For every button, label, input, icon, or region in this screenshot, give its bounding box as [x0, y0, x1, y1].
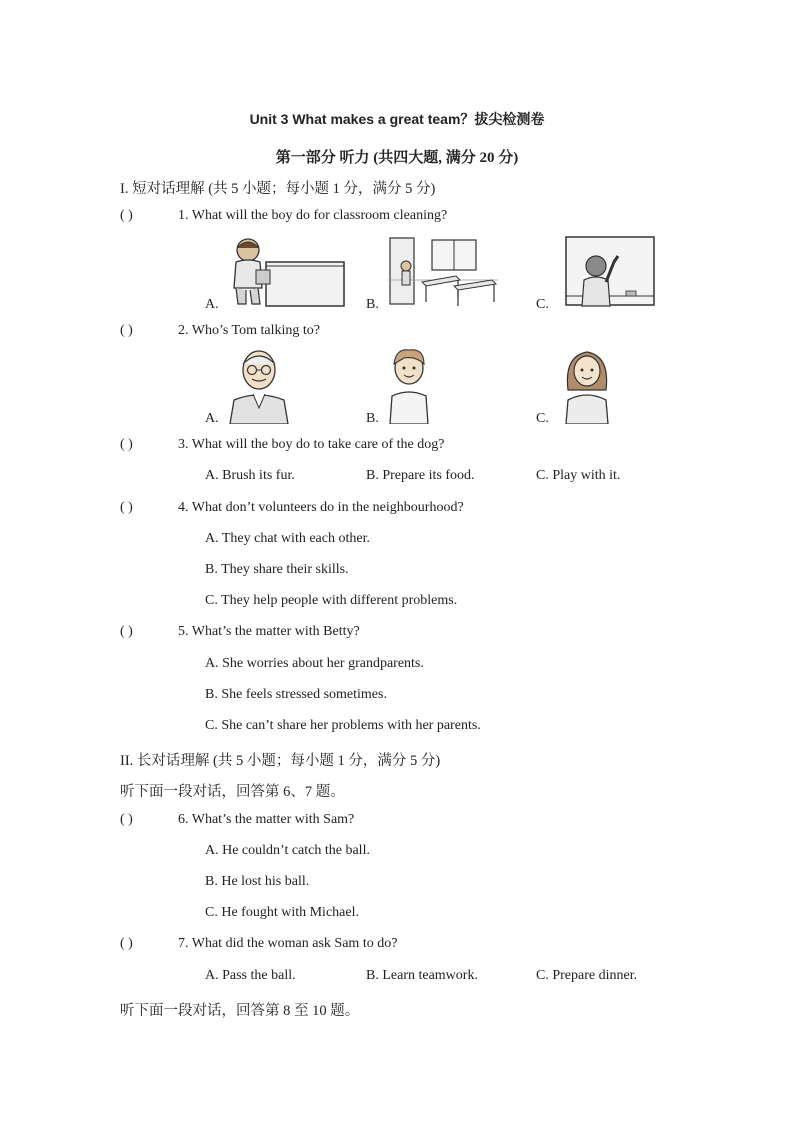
question-1	[120, 208, 447, 224]
option-a[interactable]: A. They chat with each other.	[205, 531, 370, 546]
answer-blank[interactable]: ( )	[120, 323, 133, 338]
question-text: 4. What don’t volunteers do in the neighbourhood?	[178, 500, 464, 515]
section2-instruction-2: 听下面一段对话，回答第 8 至 10 题。	[120, 1003, 360, 1019]
option-b[interactable]: B. He lost his ball.	[205, 874, 310, 889]
answer-blank[interactable]: ( )	[120, 500, 133, 515]
woman-portrait-icon	[562, 346, 612, 424]
answer-blank[interactable]: ( )	[120, 812, 133, 827]
question-text: 7. What did the woman ask Sam to do?	[178, 936, 398, 951]
answer-blank[interactable]: ( )	[120, 936, 133, 951]
section2-heading: II. 长对话理解 (共 5 小题；每小题 1 分，满分 5 分)	[120, 753, 441, 769]
option-b[interactable]: B. They share their skills.	[205, 562, 349, 577]
question-text: 3. What will the boy do to take care of the dog?	[178, 437, 445, 452]
section1-heading: I. 短对话理解 (共 5 小题；每小题 1 分，满分 5 分)	[120, 181, 436, 197]
option-c[interactable]: C. He fought with Michael.	[205, 905, 359, 920]
question-7	[120, 936, 397, 952]
question-text: 6. What’s the matter with Sam?	[178, 812, 355, 827]
boy-writing-blackboard-icon	[564, 236, 656, 308]
option-c[interactable]: C. They help people with different problems.	[205, 593, 458, 608]
option-c[interactable]: C. She can’t share her problems with her parents.	[205, 718, 481, 733]
empty-classroom-desks-icon	[388, 236, 498, 308]
option-b[interactable]: B. Learn teamwork.	[366, 968, 478, 983]
answer-blank[interactable]: ( )	[120, 437, 133, 452]
section2-instruction-1: 听下面一段对话，回答第 6、7 题。	[120, 784, 345, 800]
question-2	[120, 323, 320, 339]
boy-portrait-icon	[384, 346, 434, 424]
question-text: 2. Who’s Tom talking to?	[178, 323, 320, 338]
answer-blank[interactable]: ( )	[120, 624, 133, 639]
boy-wiping-desk-icon	[226, 236, 346, 308]
option-a-label: A.	[205, 297, 219, 312]
old-man-glasses-icon	[226, 346, 292, 424]
question-3	[120, 437, 444, 453]
option-c[interactable]: C. Play with it.	[536, 468, 621, 483]
option-a[interactable]: A. He couldn’t catch the ball.	[205, 843, 370, 858]
option-c[interactable]: C. Prepare dinner.	[536, 968, 638, 983]
question-4	[120, 500, 464, 516]
question-6	[120, 812, 354, 828]
question-text: 5. What’s the matter with Betty?	[178, 624, 360, 639]
option-b[interactable]: B. Prepare its food.	[366, 468, 475, 483]
page-title: Unit 3 What makes a great team？拔尖检测卷	[249, 111, 545, 127]
option-a[interactable]: A. Brush its fur.	[205, 468, 295, 483]
question-5	[120, 624, 360, 640]
answer-blank[interactable]: ( )	[120, 208, 133, 223]
option-c-label: C.	[536, 297, 549, 312]
part-heading: 第一部分 听力 (共四大题, 满分 20 分)	[275, 150, 519, 166]
option-b-label: B.	[366, 411, 379, 426]
option-a[interactable]: A. She worries about her grandparents.	[205, 656, 424, 671]
option-a[interactable]: A. Pass the ball.	[205, 968, 296, 983]
option-a-label: A.	[205, 411, 219, 426]
option-c-label: C.	[536, 411, 549, 426]
question-text: 1. What will the boy do for classroom cleaning?	[178, 208, 448, 223]
option-b-label: B.	[366, 297, 379, 312]
option-b[interactable]: B. She feels stressed sometimes.	[205, 687, 387, 702]
